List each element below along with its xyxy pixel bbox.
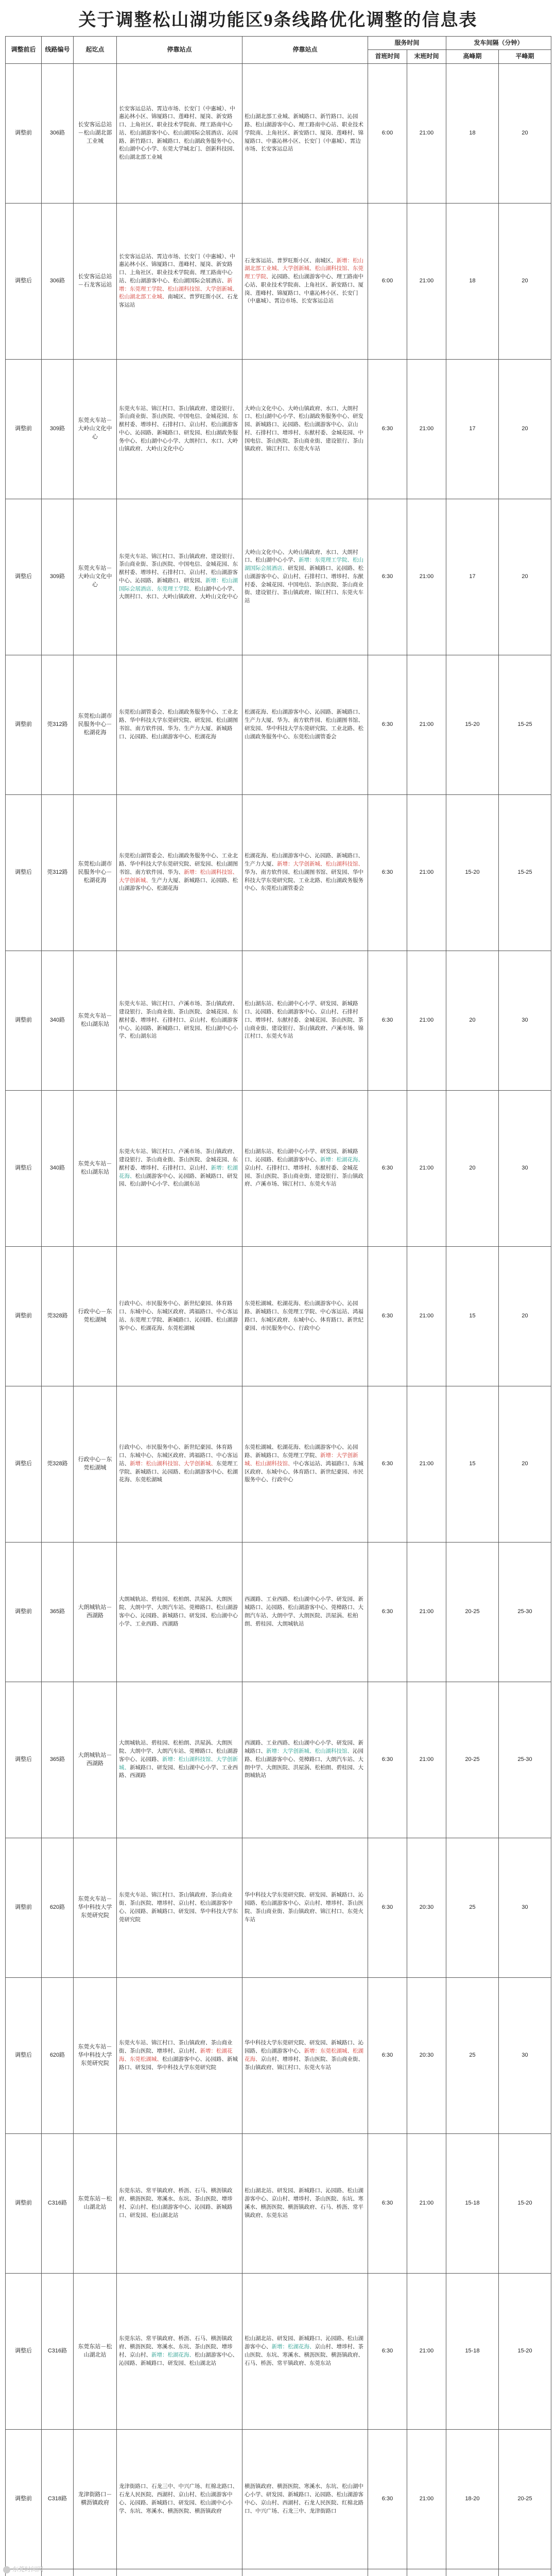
down-stops-text: 东莞松湖城、松湖花海、松山湖游客中心、沁园路、新城路口、东莞理工学院、中心客运站、鸿福路口、东城区政府、东城中心、体育路口、新世纪豪园、市民服务中心、行政中心 (245, 1300, 363, 1331)
down-stops-new: 新增：松湖花海、 (271, 2344, 315, 2350)
up-stops-text: 东莞松山湖管委会、松山湖政务服务中心、工业北路、华中科技大学东莞研究院、研发园、松山湖图书馆、南方软件园、华为、生产力大厦、新城路口、沁园路、松山湖游客中心、松湖花海 (119, 709, 238, 740)
up-stops-text: 大朗城轨站、碧桂园、松柏朗、洪屋涡、大朗医院、大朗中学、大朗汽车站、莞樟路口、松山湖游客中心、沁园路、 (119, 1740, 238, 1762)
cell-line-number: 620路 (42, 1977, 74, 2133)
table-row (6, 203, 551, 359)
cell-down-stops (242, 655, 368, 794)
cell-peak: 15-18 (446, 2273, 499, 2429)
up-stops-tail: 松山湖游客中心、沁园路、新城路口、研发园、松山湖北站 (119, 2351, 238, 2366)
cell-first-bus (368, 2569, 407, 2576)
cell-down-stops (242, 951, 368, 1090)
cell-line-number: 莞328路 (42, 1246, 74, 1386)
up-stops-text: 东莞火车站、锦江村口、茶山镇政府、建设银行、茶山商业街、茶山医院、中国电信、金城花园、东猷村委、增埗村、石排村口、京山村、松山湖游客中心、沁园路、新城路口、研发园、 (119, 553, 238, 584)
cell-offpeak: 15-25 (499, 794, 551, 951)
cell-up-stops (117, 1977, 242, 2133)
cell-down-stops (242, 63, 368, 203)
up-stops-new: 新增：松山湖科技馆、大学创新城、 (119, 1756, 238, 1771)
cell-first-bus: 6:00 (368, 63, 407, 203)
cell-up-stops (117, 1246, 242, 1386)
cell-up-stops (117, 2273, 242, 2429)
down-stops-text: 松山湖北部工业城、新城路口、新竹路口、沁园路、松山湖游客中心、理工路南中心站、职业技术学院南、上角社区、新安路口、厦岗、莲峰村、锦厦路口、中惠沁林小区、长安门（中惠城）、霄边市场、长安客运总站 (245, 113, 363, 152)
cell-offpeak: 30 (499, 1838, 551, 1977)
cell-offpeak (499, 2569, 551, 2576)
table-row (6, 1542, 551, 1682)
cell-down-stops (242, 359, 368, 499)
cell-peak: 15 (446, 1246, 499, 1386)
up-stops-new: 新增：松山湖科技馆、大学创新城、 (130, 1460, 216, 1467)
cell-offpeak: 30 (499, 1090, 551, 1246)
cell-first-bus: 6:30 (368, 359, 407, 499)
up-stops-text: 东莞火车站、锦江村口、茶山镇政府、茶山商业街、茶山医院、增埗村、京山村、 (119, 2040, 233, 2055)
down-stops-tail: 京山村、增埗村、茶山医院、东坑、寒溪水、横沥医院、横沥镇政府、石马、桥沥、常平镇政府、东莞东站 (245, 2344, 363, 2366)
cell-ends: 东莞火车站－华中科技大学东莞研究院 (74, 1977, 117, 2133)
header-peak: 高峰期 (446, 50, 499, 63)
up-stops-new: 新增：松湖花海、 (119, 1164, 238, 1179)
down-stops-new: 新增：大学创新城、松山湖科技馆、 (245, 1452, 358, 1467)
cell-first-bus: 6:30 (368, 2273, 407, 2429)
up-stops-text: 东莞火车站、锦江村口、卢溪市场、茶山镇政府、建设银行、茶山商业街、茶山医院、金城花园、东猷村委、增埗村、石排村口、京山村、 (119, 1148, 238, 1171)
cell-up-stops (117, 1838, 242, 1977)
cell-first-bus: 6:30 (368, 1682, 407, 1838)
down-stops-text: 松山湖北站、研发园、新城路口、沁园路、松山湖游客中心、 (245, 2335, 363, 2350)
cell-down-stops (242, 2429, 368, 2569)
cell-line-number: 309路 (42, 359, 74, 499)
cell-first-bus: 6:30 (368, 1542, 407, 1682)
cell-line-number: 365路 (42, 1682, 74, 1838)
cell-peak: 18-20 (446, 2429, 499, 2569)
cell-line-number: 306路 (42, 203, 74, 359)
up-stops-new: 新增：松山湖国际会展酒店、东莞理工学院、 (119, 577, 238, 592)
cell-offpeak: 20 (499, 1246, 551, 1386)
header-interval: 发车间隔（分钟） (446, 37, 551, 50)
cell-line-number: 365路 (42, 1542, 74, 1682)
table-row (6, 1386, 551, 1542)
down-stops-tail: 研发园、新城路口、沁园路、松山湖游客中心、京山村、石排村口、增埗村、东猷村委、金城花园、中国电信、茶山医院、茶山商业街、建设银行、茶山镇政府、锦江村口、东莞火车站 (245, 565, 363, 604)
up-stops-new: 新增：东莞理工学院、松山湖科技馆、大学创新城、松山湖北部工业城、 (119, 277, 238, 300)
cell-down-stops (242, 2133, 368, 2273)
table-row (6, 2273, 551, 2429)
cell-status: 调整后 (6, 1386, 42, 1542)
table-row (6, 1246, 551, 1386)
table-row (6, 794, 551, 951)
watermark-text: 东莞时间网 (12, 2566, 44, 2573)
cell-peak: 15-20 (446, 655, 499, 794)
cell-peak: 15-18 (446, 2133, 499, 2273)
header-first-bus: 首班时间 (368, 50, 407, 63)
cell-up-stops (117, 2429, 242, 2569)
table-row (6, 1977, 551, 2133)
cell-offpeak: 20 (499, 499, 551, 655)
cell-line-number: 莞312路 (42, 655, 74, 794)
cell-ends: 长安客运总站－石龙客运站 (74, 203, 117, 359)
cell-peak: 17 (446, 359, 499, 499)
down-stops-new: 新增：松湖花海、 (320, 1157, 363, 1163)
up-stops-text: 行政中心、市民服务中心、新世纪豪园、体育路口、东城中心、东城区政府、鸿福路口、中心客运站、东莞理工学院、新城路口、沁园路、松山湖游客中心、松湖花海、东莞松湖城 (119, 1300, 238, 1331)
cell-down-stops (242, 1386, 368, 1542)
cell-ends: 行政中心－东莞松湖城 (74, 1246, 117, 1386)
cell-line-number: 309路 (42, 499, 74, 655)
cell-status: 调整后 (6, 1682, 42, 1838)
down-stops-new: 新增：东莞松湖城、松湖花海、 (245, 2048, 363, 2062)
table-row (6, 499, 551, 655)
header-service-time: 服务时间 (368, 37, 446, 50)
cell-line-number: 620路 (42, 1838, 74, 1977)
cell-last-bus: 21:00 (407, 1682, 446, 1838)
cell-offpeak: 20 (499, 359, 551, 499)
table-row (6, 2133, 551, 2273)
cell-status: 调整前 (6, 63, 42, 203)
cell-down-stops (242, 1682, 368, 1838)
cell-down-stops (242, 1246, 368, 1386)
cell-peak: 20-25 (446, 1682, 499, 1838)
cell-ends: 东莞东站－松山湖北站 (74, 2133, 117, 2273)
header-offpeak: 平峰期 (499, 50, 551, 63)
up-stops-tail: 新城路口、研发园、松山湖中心小学、工业西路、西湖路 (119, 1764, 238, 1779)
cell-status: 调整前 (6, 359, 42, 499)
up-stops-text: 行政中心、市民服务中心、新世纪豪园、体育路口、东城中心、东城区政府、鸿福路口、中心客运站、 (119, 1444, 238, 1467)
cell-line-number: 340路 (42, 951, 74, 1090)
up-stops-text: 东莞松山湖管委会、松山湖政务服务中心、工业北路、华中科技大学东莞研究院、研发园、松山湖图书馆、南方软件园、华为、 (119, 853, 238, 875)
cell-line-number: C316路 (42, 2133, 74, 2273)
cell-line-number (42, 2569, 74, 2576)
cell-peak: 18 (446, 203, 499, 359)
cell-ends: 行政中心－东莞松湖城 (74, 1386, 117, 1542)
cell-down-stops (242, 1977, 368, 2133)
table-row (6, 63, 551, 203)
route-adjustment-table (5, 36, 551, 2576)
cell-first-bus: 6:30 (368, 1977, 407, 2133)
cell-ends: 龙津街路口－横沥镇政府 (74, 2429, 117, 2569)
cell-first-bus: 6:30 (368, 1246, 407, 1386)
down-stops-new: 新增：大学创新城、松山湖科技馆、 (277, 861, 363, 868)
table-row (6, 951, 551, 1090)
cell-first-bus: 6:00 (368, 203, 407, 359)
cell-first-bus: 6:30 (368, 655, 407, 794)
down-stops-text: 松山湖东站、松山湖中心小学、研发园、新城路口、沁园路、松山湖游客中心、 (245, 1148, 358, 1163)
cell-last-bus: 21:00 (407, 2273, 446, 2429)
up-stops-text: 东莞东站、常平镇政府、桥沥、石马、横沥镇政府、横沥医院、寒溪水、东坑、茶山医院、增埗村、京山村、松山湖游客中心、沁园路、新城路口、研发园、松山湖北站 (119, 2188, 233, 2218)
cell-first-bus: 6:30 (368, 1386, 407, 1542)
down-stops-tail: 京山村、石排村口、增埗村、东猷村委、金城花园、茶山医院、茶山商业街、建设银行、茶山镇政府、卢溪市场、锦江村口、东莞火车站 (245, 1164, 363, 1188)
cell-last-bus: 21:00 (407, 1090, 446, 1246)
cell-status: 调整后 (6, 1090, 42, 1246)
cell-status: 调整后 (6, 2273, 42, 2429)
cell-peak: 20 (446, 951, 499, 1090)
up-stops-new: 新增：松湖花海、 (151, 2351, 195, 2358)
cell-offpeak: 30 (499, 1977, 551, 2133)
down-stops-text: 东莞松湖城、松湖花海、松山湖游客中心、沁园路、新城路口、东莞理工学院、 (245, 1444, 358, 1459)
cell-peak (446, 2569, 499, 2576)
up-stops-text: 东莞火车站、锦江村口、茶山镇政府、建设银行、茶山商业街、茶山医院、中国电信、金城花园、东猷村委、增埗村、石排村口、京山村、松山湖游客中心、沁园路、新城路口、研发园、松山湖政务服务中心、松山湖中心小学、大朗村口、水口、大岭山镇政府、大岭山文化中心 (119, 405, 238, 452)
cell-line-number: 340路 (42, 1090, 74, 1246)
down-stops-text: 西湖路、工业西路、松山湖中心小学、研发园、新城路口、 (245, 1740, 363, 1755)
cell-ends: 东莞火车站－大岭山文化中心 (74, 499, 117, 655)
down-stops-tail: 沁园路、松山湖游客中心、理工路南中心站、职业技术学院南、上角社区、新安路口、厦岗、莲峰村、锦厦路口、中惠沁林小区、长安门（中惠城）、霄边市场、长安客运总站 (245, 274, 363, 304)
cell-down-stops (242, 1090, 368, 1246)
cell-ends: 东莞火车站－华中科技大学东莞研究院 (74, 1838, 117, 1977)
cell-up-stops (117, 951, 242, 1090)
cell-ends: 东莞火车站－松山湖东站 (74, 1090, 117, 1246)
cell-offpeak: 20-25 (499, 2429, 551, 2569)
up-stops-new: 新增：松山湖科技馆、大学创新城、 (119, 869, 238, 884)
down-stops-text: 松湖花海、松山湖游客中心、沁园路、新城路口、生产力大厦、 (245, 853, 363, 868)
header-last-bus: 末班时间 (407, 50, 446, 63)
cell-last-bus: 21:00 (407, 951, 446, 1090)
cell-status: 调整后 (6, 794, 42, 951)
cell-ends: 大朗城轨站－西湖路 (74, 1542, 117, 1682)
cell-up-stops (117, 1682, 242, 1838)
up-stops-tail: 东莞理工学院、新城路口、沁园路、松山湖游客中心、松湖花海、东莞松湖城 (119, 1460, 238, 1483)
cell-down-stops (242, 499, 368, 655)
up-stops-new: 新增：松湖花海、东莞松湖城、 (119, 2048, 233, 2062)
cell-peak: 25 (446, 1977, 499, 2133)
cell-last-bus: 20:30 (407, 1838, 446, 1977)
cell-offpeak: 20 (499, 203, 551, 359)
cell-last-bus: 21:00 (407, 499, 446, 655)
table-row (6, 655, 551, 794)
cell-status: 调整后 (6, 203, 42, 359)
cell-status: 调整前 (6, 1542, 42, 1682)
up-stops-text: 东莞火车站、锦江村口、卢溪市场、茶山镇政府、建设银行、茶山商业街、茶山医院、金城花园、东猷村委、增埗村、石排村口、京山村、松山湖游客中心、沁园路、新城路口、研发园、松山湖中心小学、松山湖东站 (119, 1001, 238, 1040)
up-stops-text: 东莞东站、常平镇政府、桥沥、石马、横沥镇政府、横沥医院、寒溪水、东坑、茶山医院、增埗村、京山村、 (119, 2335, 233, 2358)
cell-ends: 东莞松山湖市民服务中心－松湖花海 (74, 655, 117, 794)
cell-offpeak: 20 (499, 63, 551, 203)
cell-ends (74, 2569, 117, 2576)
table-row (6, 2569, 551, 2576)
up-stops-tail: 南城区、普罗旺斯小区、石龙客运站 (119, 294, 238, 309)
cell-last-bus: 21:00 (407, 1542, 446, 1682)
down-stops-tail: 中心客运站、鸿福路口、东城区政府、东城中心、体育路口、新世纪豪园、市民服务中心、行政中心 (245, 1460, 363, 1483)
cell-offpeak: 25-30 (499, 1542, 551, 1682)
up-stops-tail: 松山湖游客中心、沁园路、新城路口、研发园、松山湖中心小学、松山湖东站 (119, 1173, 238, 1188)
cell-first-bus: 6:30 (368, 499, 407, 655)
cell-status: 调整前 (6, 1838, 42, 1977)
cell-first-bus: 6:30 (368, 1090, 407, 1246)
cell-peak: 18 (446, 63, 499, 203)
cell-line-number: C318路 (42, 2429, 74, 2569)
cell-last-bus: 20:30 (407, 1977, 446, 2133)
cell-peak: 25 (446, 1838, 499, 1977)
cell-ends: 东莞火车站－大岭山文化中心 (74, 359, 117, 499)
cell-last-bus: 21:00 (407, 203, 446, 359)
cell-line-number: 莞328路 (42, 1386, 74, 1542)
cell-line-number: 莞312路 (42, 794, 74, 951)
cell-down-stops (242, 2569, 368, 2576)
down-stops-text: 大岭山文化中心、大岭山镇政府、水口、大朗村口、松山湖中心小学、松山湖政务服务中心、研发园、新城路口、沁园路、松山湖游客中心、京山村、石排村口、增埗村、东猷村委、金城花园、中国电信、茶山医院、茶山商业街、建设银行、茶山镇政府、锦江村口、东莞火车站 (245, 405, 363, 452)
cell-last-bus: 21:00 (407, 2429, 446, 2569)
watermark (3, 2565, 43, 2573)
header-down-stops: 停靠站点 (242, 37, 368, 64)
cell-status: 调整前 (6, 2429, 42, 2569)
cell-last-bus: 21:00 (407, 63, 446, 203)
cell-status: 调整前 (6, 655, 42, 794)
table-row (6, 2429, 551, 2569)
cell-down-stops (242, 1542, 368, 1682)
cell-last-bus: 21:00 (407, 655, 446, 794)
cell-status: 调整后 (6, 1977, 42, 2133)
cell-last-bus: 21:00 (407, 2133, 446, 2273)
up-stops-tail: 松山湖中心小学、大朗村口、水口、大岭山镇政府、大岭山文化中心 (119, 585, 238, 600)
cell-up-stops (117, 2569, 242, 2576)
table-row (6, 1682, 551, 1838)
down-stops-text: 西湖路、工业西路、松山湖中心小学、研发园、新城路口、沁园路、松山湖游客中心、莞樟路口、大朗汽车站、大朗中学、大朗医院、洪屋涡、松柏朗、碧桂园、大朗城轨站 (245, 1596, 363, 1627)
cell-up-stops (117, 794, 242, 951)
cell-status: 调整前 (6, 1246, 42, 1386)
up-stops-text: 长安客运总站、霄边市场、长安门（中惠城）、中惠沁林小区、锦厦路口、莲峰村、厦岗、新安路口、上角社区、职业技术学院南、理工路南中心站、松山湖游客中心、松山湖国际会展酒店、 (119, 253, 235, 284)
down-stops-new: 新增：东莞理工学院、松山湖国际会展酒店、 (245, 557, 363, 572)
cell-last-bus: 21:00 (407, 359, 446, 499)
cell-down-stops (242, 203, 368, 359)
cell-down-stops (242, 1838, 368, 1977)
cell-up-stops (117, 1386, 242, 1542)
down-stops-text: 华中科技大学东莞研究院、研发园、新城路口、沁园路、松山湖游客中心、 (245, 2040, 363, 2055)
cell-peak: 20 (446, 1090, 499, 1246)
cell-peak: 20-25 (446, 1542, 499, 1682)
cell-ends: 东莞东站－松山湖北站 (74, 2273, 117, 2429)
cell-first-bus: 6:30 (368, 794, 407, 951)
down-stops-text: 华中科技大学东莞研究院、研发园、新城路口、沁园路、松山湖游客中心、京山村、增埗村、茶山医院、茶山商业街、茶山镇政府、锦江村口、东莞火车站 (245, 1892, 363, 1923)
cell-status: 调整后 (6, 499, 42, 655)
cell-offpeak: 15-25 (499, 655, 551, 794)
header-up-stops: 停靠站点 (117, 37, 242, 64)
down-stops-text: 松山湖北站、研发园、新城路口、沁园路、松山湖游客中心、京山村、增埗村、茶山医院、东坑、寒溪水、横沥医院、横沥镇政府、石马、桥沥、常平镇政府、东莞东站 (245, 2188, 363, 2218)
cell-up-stops (117, 655, 242, 794)
cell-offpeak: 15-20 (499, 2133, 551, 2273)
down-stops-tail: 京山村、增埗村、茶山医院、茶山商业街、茶山镇政府、锦江村口、东莞火车站 (245, 2056, 363, 2071)
cell-offpeak: 15-20 (499, 2273, 551, 2429)
cell-ends: 东莞火车站－松山湖东站 (74, 951, 117, 1090)
down-stops-new: 新增：大学创新城、松山湖科技馆、 (266, 1748, 353, 1755)
cell-down-stops (242, 2273, 368, 2429)
cell-up-stops (117, 203, 242, 359)
watermark-logo-icon (3, 2566, 10, 2573)
cell-ends: 东莞松山湖市民服务中心－松湖花海 (74, 794, 117, 951)
cell-peak: 15 (446, 1386, 499, 1542)
cell-line-number: C316路 (42, 2273, 74, 2429)
down-stops-text: 大岭山文化中心、大岭山镇政府、水口、大朗村口、松山湖中心小学、 (245, 549, 358, 564)
cell-up-stops (117, 2133, 242, 2273)
cell-last-bus: 21:00 (407, 1386, 446, 1542)
cell-status: 调整前 (6, 2133, 42, 2273)
cell-first-bus: 6:30 (368, 2429, 407, 2569)
up-stops-text: 长安客运总站、霄边市场、长安门（中惠城）、中惠沁林小区、锦厦路口、莲峰村、厦岗、新安路口、上角社区、职业技术学院南、理工路南中心站、松山湖游客中心、松山湖国际会展酒店、沁园路、新竹路口、新城路口、松山湖政务服务中心、松山湖中心小学、东莞大学城北门、创新科技园、松山湖北部工业城 (119, 105, 238, 161)
table-row (6, 1090, 551, 1246)
cell-status: 调整前 (6, 951, 42, 1090)
down-stops-tail: 沁园路、松山湖游客中心、莞樟路口、大朗汽车站、大朗中学、大朗医院、洪屋涡、松柏朗、碧桂园、大朗城轨站 (245, 1748, 363, 1779)
cell-peak: 15-20 (446, 794, 499, 951)
cell-first-bus: 6:30 (368, 1838, 407, 1977)
header-ends: 起讫点 (74, 37, 117, 64)
cell-last-bus: 21:00 (407, 794, 446, 951)
cell-first-bus: 6:30 (368, 951, 407, 1090)
cell-ends: 长安客运总站－松山湖北部工业城 (74, 63, 117, 203)
down-stops-text: 横沥镇政府、横沥医院、寒溪水、东坑、松山湖中心小学、研发园、新城路口、沁园路、松山湖游客中心、京山村、西湖村、石龙人民医院、红棉北路口、中兴广场、石龙三中、龙津街路口 (245, 2483, 363, 2514)
down-stops-new: 新增：松山湖北部工业城、大学创新城、松山湖科技馆、东莞理工学院、 (245, 257, 363, 280)
cell-peak: 17 (446, 499, 499, 655)
down-stops-text: 石龙客运站、普罗旺斯小区、南城区、 (245, 257, 337, 264)
cell-up-stops (117, 63, 242, 203)
table-row (6, 359, 551, 499)
cell-down-stops (242, 794, 368, 951)
header-status: 调整前后 (6, 37, 42, 64)
cell-ends: 大朗城轨站－西湖路 (74, 1682, 117, 1838)
header-line: 线路编号 (42, 37, 74, 64)
cell-up-stops (117, 499, 242, 655)
cell-up-stops (117, 1090, 242, 1246)
up-stops-tail: 生产力大厦、新城路口、沁园路、松山湖游客中心、松湖花海 (119, 877, 238, 892)
cell-last-bus (407, 2569, 446, 2576)
down-stops-tail: 华为、南方软件园、松山湖图书馆、研发园、华中科技大学东莞研究院、工业北路、松山湖政务服务中心、东莞松山湖管委会 (245, 869, 363, 892)
cell-offpeak: 30 (499, 951, 551, 1090)
cell-line-number: 306路 (42, 63, 74, 203)
cell-last-bus: 21:00 (407, 1246, 446, 1386)
cell-offpeak: 25-30 (499, 1682, 551, 1838)
cell-first-bus: 6:30 (368, 2133, 407, 2273)
up-stops-text: 东莞火车站、锦江村口、茶山镇政府、茶山商业街、茶山医院、增埗村、京山村、松山湖游客中心、沁园路、新城路口、研发园、华中科技大学东莞研究院 (119, 1892, 238, 1923)
cell-up-stops (117, 359, 242, 499)
page-title: 关于调整松山湖功能区9条线路优化调整的信息表 (78, 10, 478, 30)
up-stops-text: 龙津街路口、石龙三中、中兴广场、红棉北路口、石龙人民医院、西湖村、京山村、松山湖游客中心、沁园路、新城路口、研发园、松山湖中心小学、东坑、寒溪水、横沥医院、横沥镇政府 (119, 2483, 238, 2514)
down-stops-text: 松山湖东站、松山湖中心小学、研发园、新城路口、沁园路、松山湖游客中心、京山村、石排村口、增埗村、东猷村委、金城花园、茶山医院、茶山商业街、建设银行、茶山镇政府、卢溪市场、锦江村口、东莞火车站 (245, 1001, 363, 1040)
down-stops-text: 松湖花海、松山湖游客中心、沁园路、新城路口、生产力大厦、华为、南方软件园、松山湖图书馆、研发园、华中科技大学东莞研究院、工业北路、松山湖政务服务中心、东莞松山湖管委会 (245, 709, 363, 740)
cell-offpeak: 20 (499, 1386, 551, 1542)
table-body (6, 63, 551, 2576)
up-stops-text: 大朗城轨站、碧桂园、松柏朗、洪屋涡、大朗医院、大朗中学、大朗汽车站、莞樟路口、松山湖游客中心、沁园路、新城路口、研发园、松山湖中心小学、工业西路、西湖路 (119, 1596, 238, 1627)
up-stops-tail: 松山湖游客中心、沁园路、新城路口、研发园、华中科技大学东莞研究院 (119, 2056, 238, 2071)
table-row (6, 1838, 551, 1977)
cell-up-stops (117, 1542, 242, 1682)
